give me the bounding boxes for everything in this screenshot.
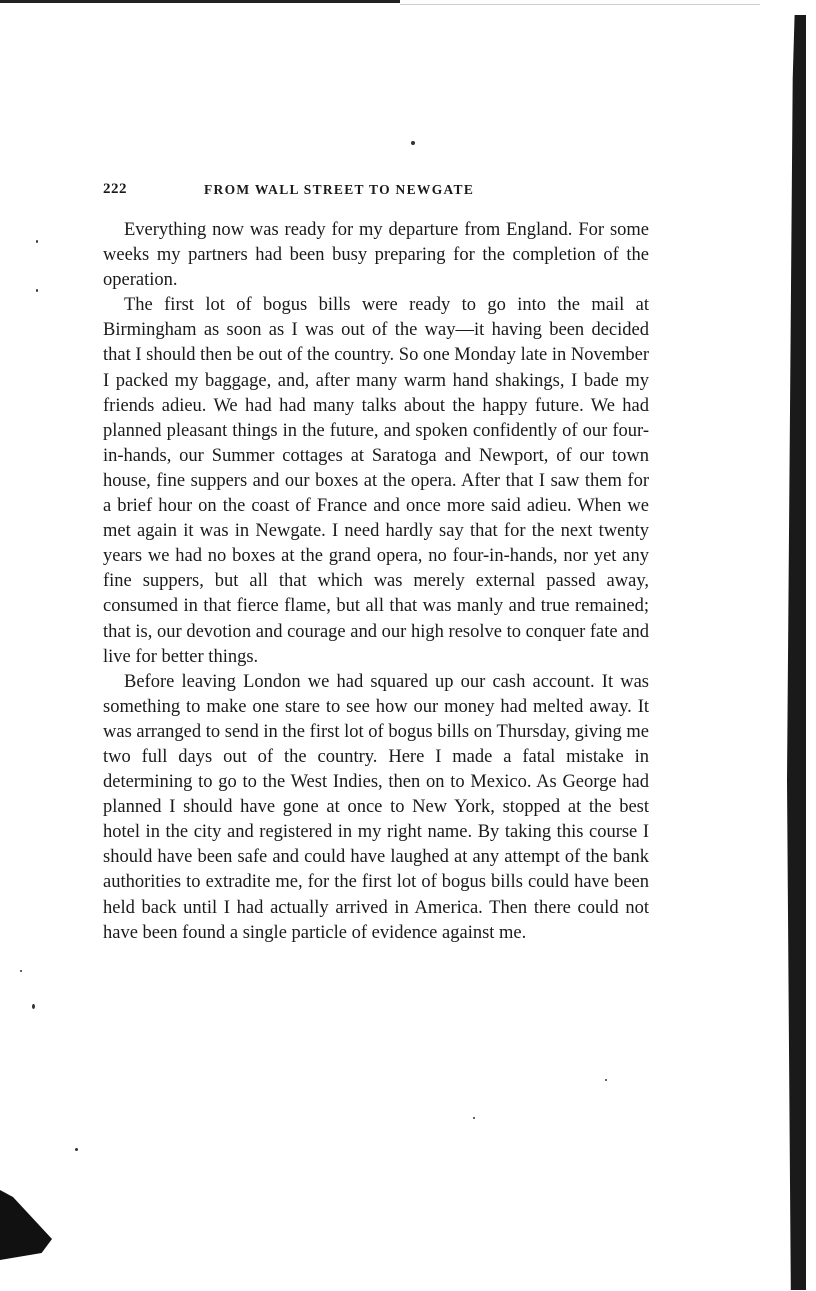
scan-speck (411, 141, 415, 145)
scan-speck (36, 289, 38, 292)
body-text (103, 218, 649, 946)
scan-speck (473, 1117, 475, 1119)
page-header (103, 181, 649, 203)
paragraph: The first lot of bogus bills were ready to go into the mail at Birmingham as soon as I was out of the way—it having been decided that I should then be out of the country. So one Monday late in November I packed my baggage, and, after many warm hand shakings, I bade my friends adieu. We had had many talks about the happy future. We had planned pleasant things in the future, and spoken confidently of our four-in-hands, our Summer cottages at Saratoga and Newport, of our town house, fine suppers and our boxes at the opera. After that I saw them for a brief hour on the coast of France and once more said adieu. When we met again it was in Newgate. I need hardly say that for the next twenty years we had no boxes at the grand opera, no four-in-hands, nor yet any fine suppers, but all that which was merely external passed away, consumed in that fierce flame, but all that was manly and true remained; that is, our devotion and courage and our high resolve to conquer fate and live for better things. (103, 295, 649, 667)
top-edge-faint-rule (400, 4, 760, 5)
scan-speck (20, 970, 22, 972)
scan-speck (32, 1004, 35, 1009)
scan-speck (36, 240, 38, 243)
scan-corner-mark (0, 1190, 52, 1260)
paragraph: Everything now was ready for my departure from England. For some weeks my partners had been busy preparing for the completion of the operation. (103, 220, 649, 291)
page-number: 222 (103, 181, 127, 197)
scan-binding-shadow (787, 15, 806, 1290)
scan-speck (605, 1079, 607, 1081)
scan-speck (75, 1148, 78, 1151)
running-title: FROM WALL STREET TO NEWGATE (204, 182, 475, 197)
top-edge-rule (0, 0, 400, 3)
paragraph: Before leaving London we had squared up our cash account. It was something to make one stare to see how our money had melted away. It was arranged to send in the first lot of bogus bills on Thursday, giving me two full days out of the country. Here I made a fatal mistake in determining to go to the West Indies, then on to Mexico. As George had planned I should have gone at once to New York, stopped at the best hotel in the city and registered in my right name. By taking this course I should have been safe and could have laughed at any attempt of the bank authorities to extradite me, for the first lot of bogus bills could have been held back until I had actually arrived in America. Then there could not have been found a single particle of evidence against me. (103, 671, 649, 943)
